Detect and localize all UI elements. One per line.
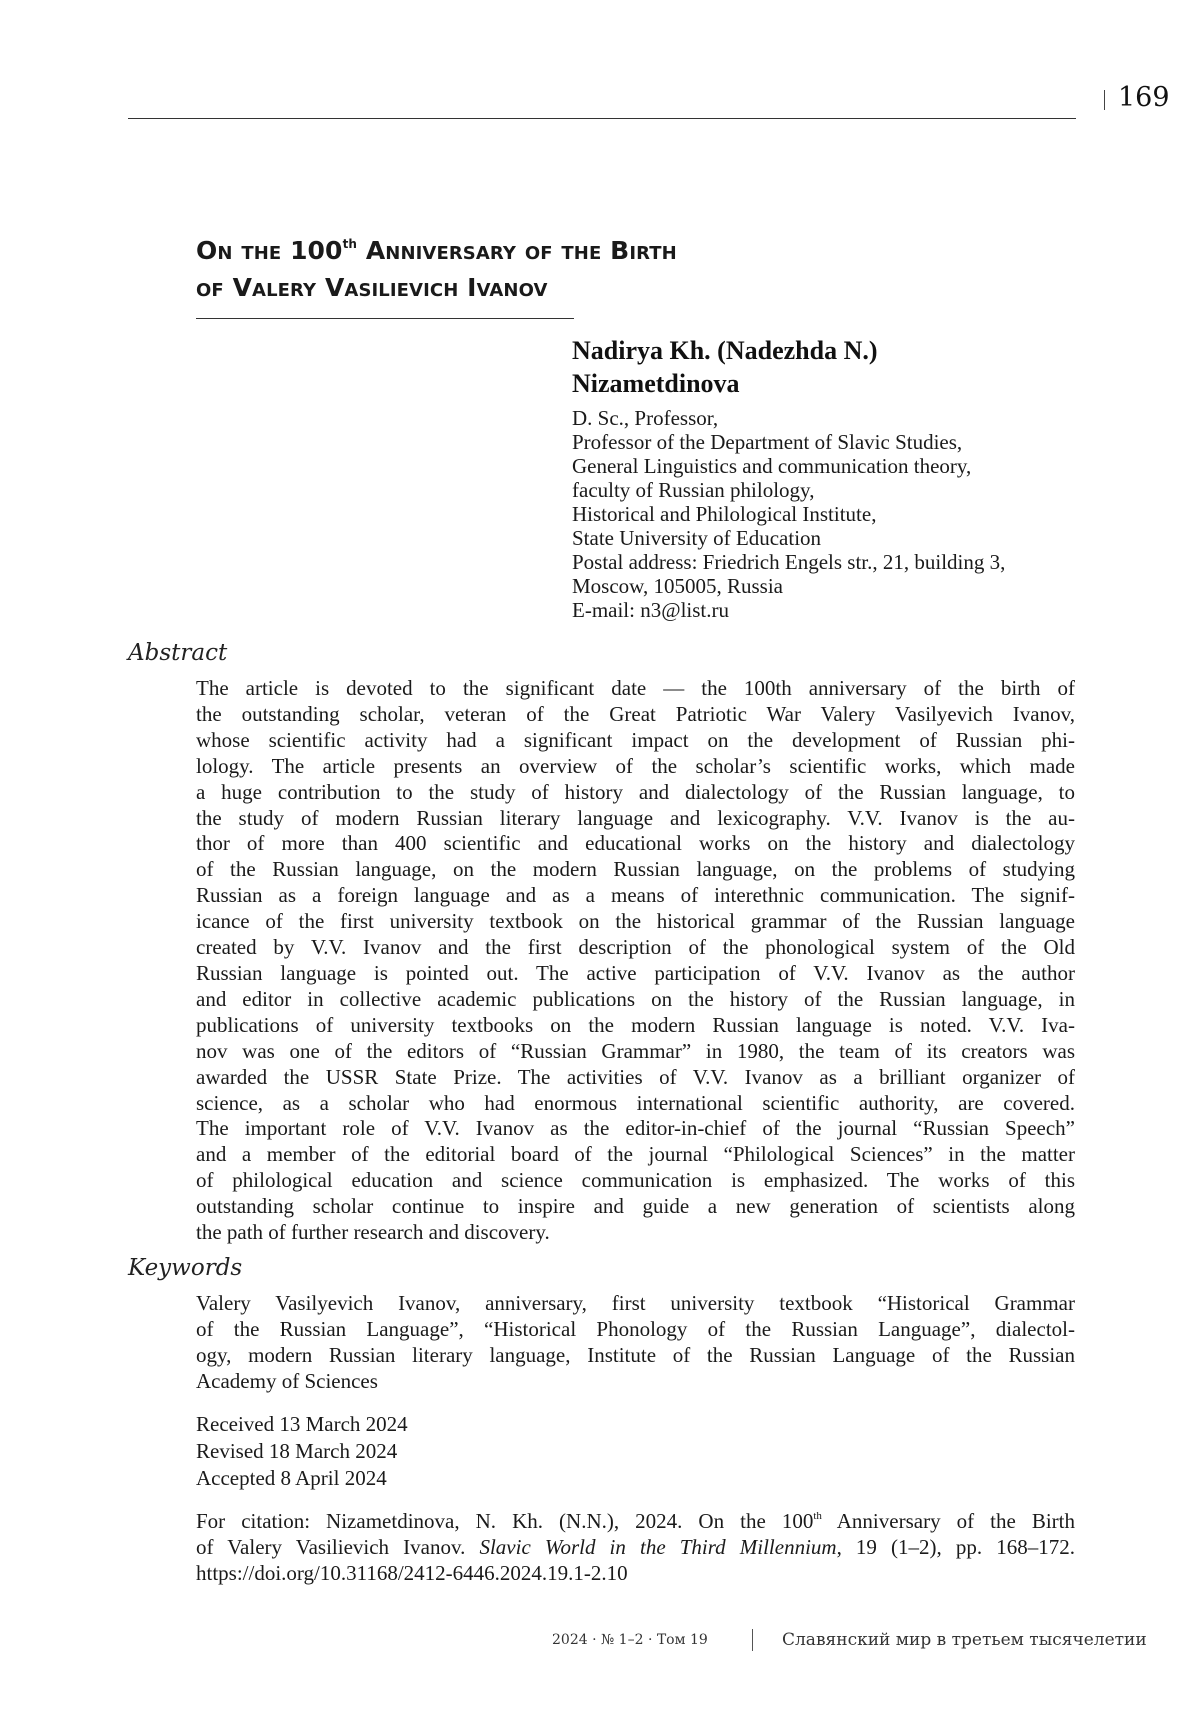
journal-name: Slavic World in the Third Millennium [479,1535,837,1559]
affiliation-line: Historical and Philological Institute, [572,502,877,526]
abstract-line: Russian as a foreign language and as a means of interethnic communication. The signif- [196,883,1075,908]
abstract-body [196,676,1075,1246]
abstract-line: The article is devoted to the significant date — the 100th anniversary of the birth of [196,676,1075,700]
page-number: 169 [1118,82,1170,113]
abstract-line: The important role of V.V. Ivanov as the editor-in-chief of the journal “Russian Speech” [196,1116,1075,1141]
keywords-label: Keywords [128,1255,243,1281]
citation-line-2: of Valery Vasilievich Ivanov. Slavic World in the Third Millennium, 19 (1–2), pp. 168–172. [196,1535,1075,1559]
citation [196,1508,1075,1586]
footer-journal: Славянский мир в третьем тысячелетии [782,1630,1147,1650]
page-number-divider [1104,90,1105,110]
affiliation-line: General Linguistics and communication theory, [572,454,972,478]
article-dates [196,1411,408,1492]
keywords-line: ogy, modern Russian literary language, Institute of the Russian Language of the Russian [196,1342,1075,1367]
abstract-line: a huge contribution to the study of history and dialectology of the Russian language, to [196,779,1075,804]
abstract-line: icance of the first university textbook on the historical grammar of the Russian language [196,909,1075,934]
date-revised: Revised 18 March 2024 [196,1439,398,1463]
author-email: E-mail: n3@list.ru [572,598,729,622]
abstract-label: Abstract [128,640,228,666]
abstract-line: whose scientific activity had a significant impact on the development of Russian phi- [196,727,1075,752]
title-line-2: of Valery Vasilievich Ivanov [196,273,548,302]
abstract-line: nov was one of the editors of “Russian Grammar” in 1980, the team of its creators was [196,1038,1075,1063]
abstract-line: created by V.V. Ivanov and the first description of the phonological system of the Old [196,935,1075,960]
abstract-line: of philological education and science communication is emphasized. The works of this [196,1168,1075,1193]
keywords-line: Valery Vasilyevich Ivanov, anniversary, first university textbook “Historical Grammar [196,1291,1075,1315]
title-rule [196,318,574,319]
affiliation-line: faculty of Russian philology, [572,478,815,502]
abstract-line: lology. The article presents an overview of the scholar’s scientific works, which made [196,753,1075,778]
author-affiliation [572,406,1092,622]
citation-line-1: For citation: Nizametdinova, N. Kh. (N.N.), 2024. On the 100th Anniversary of the Birth [196,1509,1075,1533]
keywords-body [196,1291,1075,1395]
footer-issue: 2024 · № 1–2 · Том 19 [552,1632,708,1648]
abstract-line: Russian language is pointed out. The active participation of V.V. Ivanov as the author [196,960,1075,985]
abstract-line: and editor in collective academic publications on the history of the Russian language, in [196,986,1075,1011]
author-name-line-1: Nadirya Kh. (Nadezhda N.) [572,336,878,365]
date-accepted: Accepted 8 April 2024 [196,1466,387,1490]
affiliation-line: State University of Education [572,526,822,550]
article-title [196,232,956,306]
abstract-line: awarded the USSR State Prize. The activities of V.V. Ivanov as a brilliant organizer of [196,1064,1075,1089]
doi-link[interactable]: https://doi.org/10.31168/2412-6446.2024.19.1-2.10 [196,1561,628,1585]
author-name-line-2: Nizametdinova [572,369,740,398]
abstract-line: the outstanding scholar, veteran of the Great Patriotic War Valery Vasilyevich Ivanov, [196,701,1075,726]
abstract-line: of the Russian language, on the modern Russian language, on the problems of studying [196,857,1075,882]
abstract-line: outstanding scholar continue to inspire and guide a new generation of scientists along [196,1194,1075,1219]
keywords-line: Academy of Sciences [196,1368,378,1393]
author-name [572,334,1072,400]
abstract-line: the path of further research and discovery. [196,1220,550,1245]
date-received: Received 13 March 2024 [196,1412,408,1436]
affiliation-line: Moscow, 105005, Russia [572,574,783,598]
affiliation-line: Postal address: Friedrich Engels str., 21, building 3, [572,550,1006,574]
abstract-line: thor of more than 400 scientific and educational works on the history and dialectology [196,831,1075,856]
affiliation-line: Professor of the Department of Slavic Studies, [572,430,963,454]
footer-divider [752,1629,753,1651]
title-line-1: On the 100th Anniversary of the Birth [196,236,677,265]
header-rule [128,118,1076,119]
affiliation-line: D. Sc., Professor, [572,406,719,430]
keywords-line: of the Russian Language”, “Historical Phonology of the Russian Language”, dialectol- [196,1316,1075,1341]
abstract-line: science, as a scholar who had enormous international scientific authority, are covered. [196,1090,1075,1115]
abstract-line: the study of modern Russian literary language and lexicography. V.V. Ivanov is the au- [196,805,1075,830]
abstract-line: publications of university textbooks on the modern Russian language is noted. V.V. Iva- [196,1012,1075,1037]
abstract-line: and a member of the editorial board of the journal “Philological Sciences” in the matter [196,1142,1075,1167]
